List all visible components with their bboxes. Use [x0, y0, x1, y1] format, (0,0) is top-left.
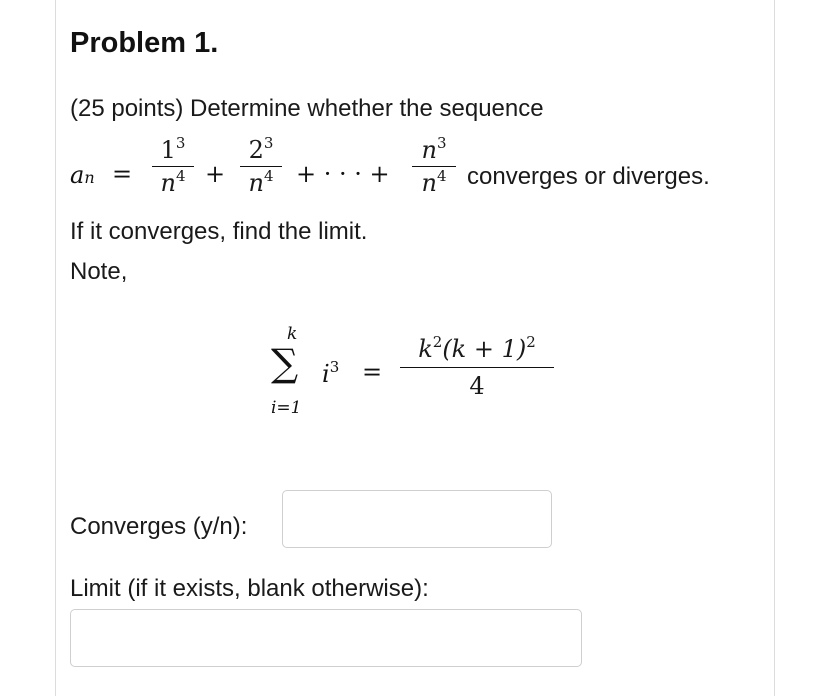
sequence-lhs — [70, 161, 95, 189]
limit-instruction: If it converges, find the limit. — [70, 218, 368, 245]
converges-label: Converges (y/n): — [70, 513, 248, 540]
rhs-paren-exponent: 2 — [526, 333, 536, 351]
termn-num-exponent: 3 — [436, 134, 447, 152]
summand — [322, 360, 339, 388]
limit-label: Limit (if it exists, blank otherwise): — [70, 575, 429, 602]
rhs-denominator: 4 — [469, 372, 485, 400]
ellipsis-sum: + · · · + — [296, 160, 390, 188]
converges-input[interactable] — [282, 490, 552, 548]
fraction-term-2 — [240, 134, 282, 197]
sequence-equals: = — [112, 160, 133, 188]
rhs-k-exponent: 2 — [432, 333, 443, 351]
term1-denominator: n — [160, 169, 176, 197]
plus-sign: + — [205, 160, 226, 188]
term2-num-exponent: 3 — [263, 134, 274, 152]
term1-numerator: 1 — [160, 136, 176, 164]
term1-den-exponent: 4 — [175, 167, 186, 185]
problem-title: Problem 1. — [70, 27, 219, 59]
lhs-variable: a — [70, 161, 85, 189]
summand-exponent: 3 — [329, 358, 340, 376]
sum-upper-limit: k — [287, 324, 298, 344]
fraction-term-1 — [152, 134, 194, 197]
note-label: Note, — [70, 258, 128, 285]
fraction-term-n — [412, 134, 456, 197]
sum-lower-text: i=1 — [271, 398, 302, 418]
term2-denominator: n — [248, 169, 264, 197]
termn-numerator: n — [421, 136, 437, 164]
problem-intro: (25 points) Determine whether the sequence — [70, 95, 544, 122]
converges-or-diverges-text: converges or diverges. — [467, 163, 710, 190]
termn-den-exponent: 4 — [436, 167, 447, 185]
summation-sign: ∑ — [271, 341, 299, 385]
identity-rhs-fraction — [400, 333, 554, 400]
rhs-k: k — [418, 335, 433, 363]
termn-denominator: n — [421, 169, 437, 197]
term2-numerator: 2 — [248, 136, 264, 164]
sum-lower-limit — [271, 398, 302, 418]
term1-num-exponent: 3 — [175, 134, 186, 152]
term2-den-exponent: 4 — [263, 167, 274, 185]
rhs-paren: (k + 1) — [442, 335, 527, 363]
limit-input[interactable] — [70, 609, 582, 667]
identity-equals: = — [362, 358, 383, 386]
summand-variable: i — [322, 360, 330, 388]
lhs-subscript: n — [84, 168, 95, 187]
